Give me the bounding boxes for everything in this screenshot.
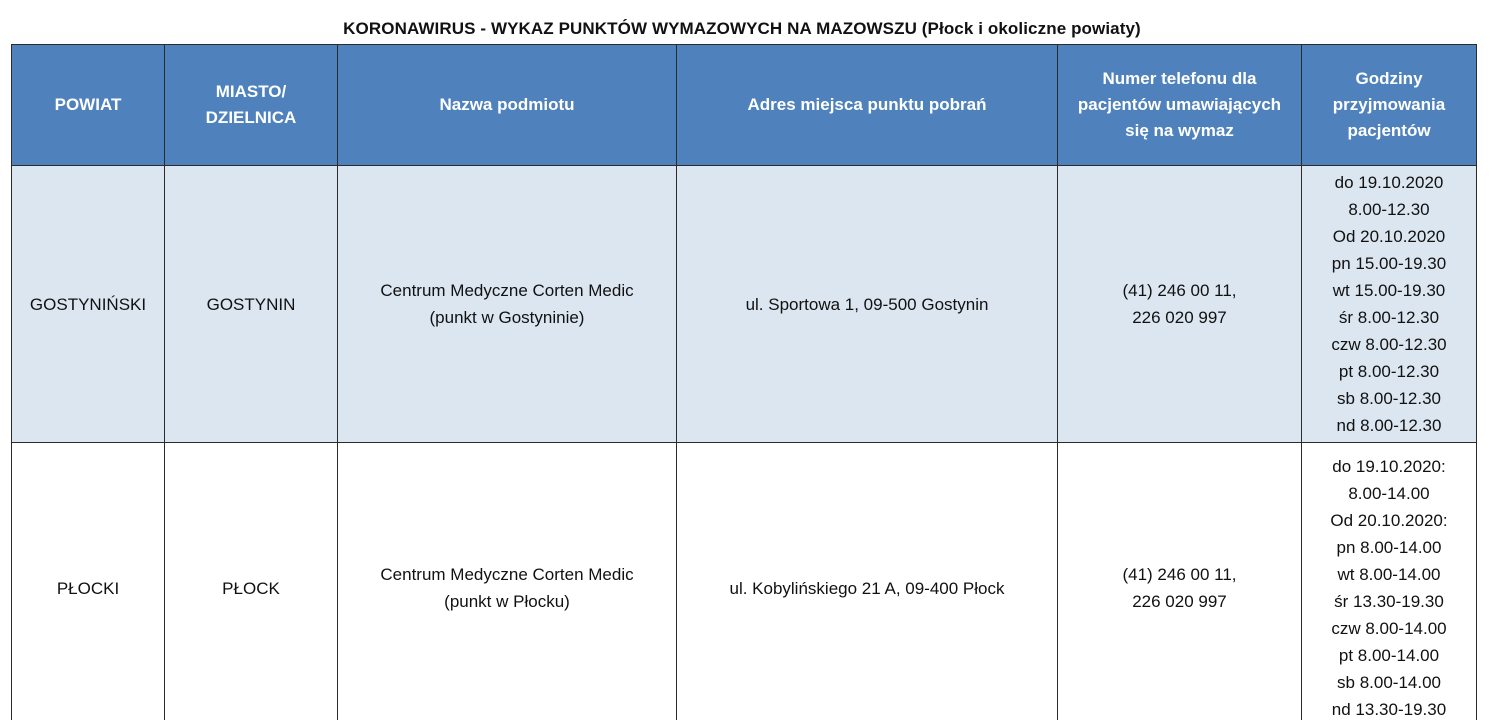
header-line: Nazwa podmiotu [439, 95, 575, 114]
header-adres [677, 45, 1058, 166]
hours-line: pt 8.00-14.00 [1338, 646, 1440, 665]
cell-nazwa [338, 443, 677, 720]
header-line: Numer telefonu dla [1102, 69, 1257, 88]
header-line: MIASTO/ [215, 82, 287, 101]
table-row [12, 443, 1477, 720]
hours-line: Od 20.10.2020 [1332, 227, 1446, 246]
hours-line: wt 15.00-19.30 [1332, 281, 1446, 300]
header-miasto [165, 45, 338, 166]
cell-telefon [1058, 443, 1302, 720]
hours-line: pn 15.00-19.30 [1331, 254, 1447, 273]
header-powiat [12, 45, 165, 166]
cell-godziny [1302, 443, 1477, 720]
hours-line: śr 8.00-12.30 [1338, 308, 1440, 327]
swab-points-table [11, 44, 1477, 720]
hours-line: do 19.10.2020 [1334, 173, 1444, 192]
header-nazwa [338, 45, 677, 166]
hours-line: do 19.10.2020: [1332, 457, 1446, 476]
hours-line: Od 20.10.2020: [1330, 511, 1448, 530]
cell-miasto: GOSTYNIN [165, 166, 338, 443]
header-line: pacjentów umawiających [1077, 95, 1282, 114]
hours-line: nd 13.30-19.30 [1331, 700, 1447, 719]
header-line: Godziny [1355, 69, 1423, 88]
telefon-line: 226 020 997 [1132, 308, 1227, 327]
hours-line: pn 8.00-14.00 [1336, 538, 1442, 557]
cell-miasto: PŁOCK [165, 443, 338, 720]
document-title: KORONAWIRUS - WYKAZ PUNKTÓW WYMAZOWYCH NA MAZOWSZU (Płock i okoliczne powiaty) [343, 19, 1141, 38]
hours-line: śr 13.30-19.30 [1334, 592, 1444, 611]
cell-godziny [1302, 166, 1477, 443]
telefon-line: 226 020 997 [1132, 592, 1227, 611]
table-header-row [12, 45, 1477, 166]
hours-line: czw 8.00-14.00 [1331, 619, 1447, 638]
header-line: pacjentów [1347, 121, 1431, 140]
telefon-line: (41) 246 00 11, [1122, 565, 1237, 584]
cell-adres: ul. Kobylińskiego 21 A, 09-400 Płock [677, 443, 1058, 720]
hours-line: wt 8.00-14.00 [1337, 565, 1441, 584]
header-godziny [1302, 45, 1477, 166]
cell-powiat: GOSTYNIŃSKI [12, 166, 165, 443]
nazwa-line: Centrum Medyczne Corten Medic [380, 565, 634, 584]
nazwa-line: (punkt w Gostyninie) [429, 308, 585, 327]
cell-nazwa [338, 166, 677, 443]
header-telefon [1058, 45, 1302, 166]
hours-line: 8.00-12.30 [1348, 200, 1430, 219]
nazwa-line: Centrum Medyczne Corten Medic [380, 281, 634, 300]
cell-telefon [1058, 166, 1302, 443]
hours-line: sb 8.00-12.30 [1337, 389, 1441, 408]
cell-adres: ul. Sportowa 1, 09-500 Gostynin [677, 166, 1058, 443]
hours-line: nd 8.00-12.30 [1336, 416, 1442, 435]
hours-line: czw 8.00-12.30 [1331, 335, 1447, 354]
header-line: DZIELNICA [205, 108, 297, 127]
telefon-line: (41) 246 00 11, [1122, 281, 1237, 300]
hours-line: 8.00-14.00 [1348, 484, 1430, 503]
hours-line: sb 8.00-14.00 [1337, 673, 1441, 692]
nazwa-line: (punkt w Płocku) [444, 592, 570, 611]
header-line: się na wymaz [1125, 121, 1234, 140]
header-line: Adres miejsca punktu pobrań [747, 95, 987, 114]
table-row [12, 166, 1477, 443]
cell-powiat: PŁOCKI [12, 443, 165, 720]
hours-line: pt 8.00-12.30 [1338, 362, 1440, 381]
header-line: POWIAT [54, 95, 122, 114]
header-line: przyjmowania [1332, 95, 1446, 114]
